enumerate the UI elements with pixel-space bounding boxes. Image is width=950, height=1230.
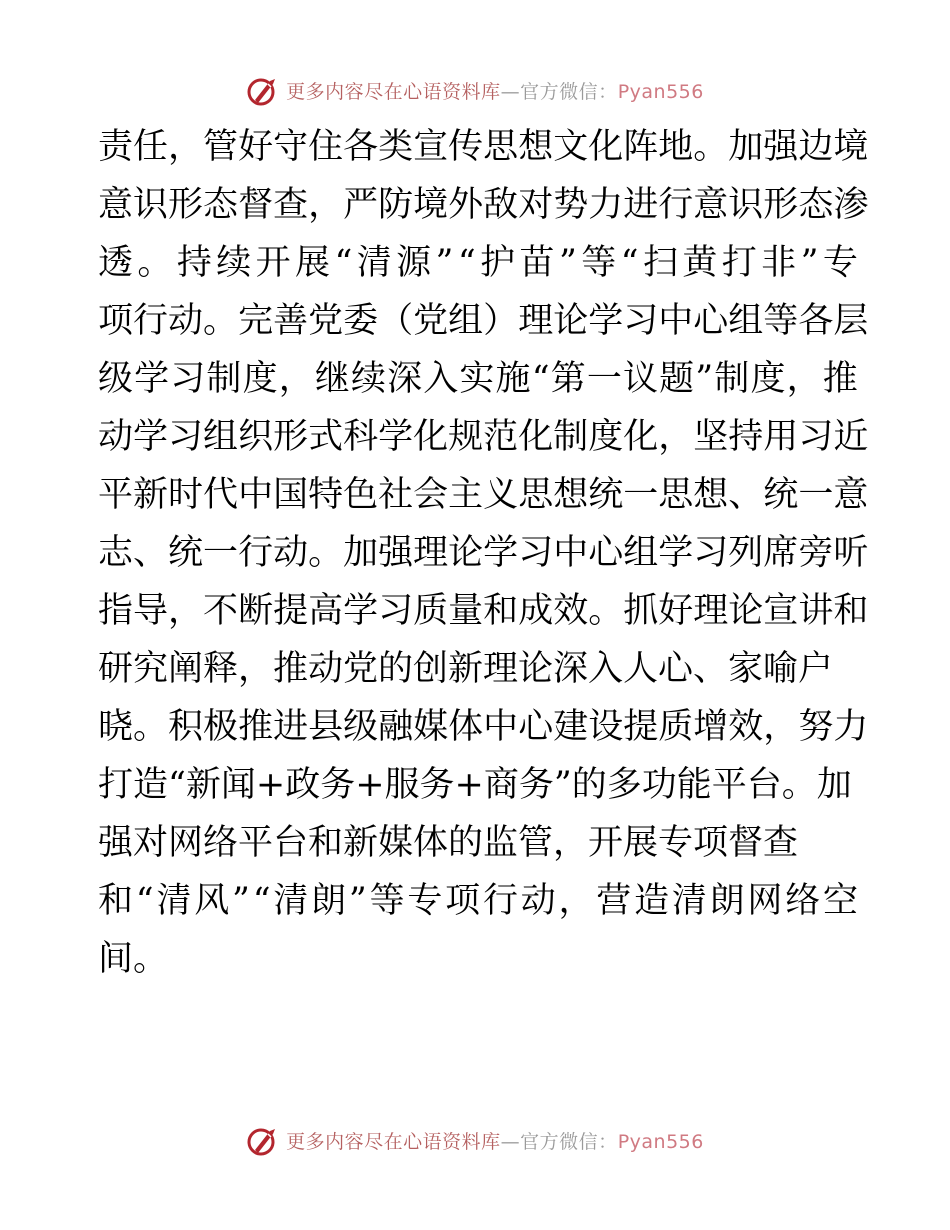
text-line: 打造“新闻+政务+服务+商务”的多功能平台。加	[98, 765, 852, 805]
text-line: 和 “ 清 风 ” “ 清 朗 ” 等 专 项 行 动 ， 营 造 清 朗 网 络 空	[98, 881, 858, 921]
pen-logo-icon	[246, 1123, 280, 1157]
text-line: 意 识 形 态 督 查 ， 严 防 境 外 敌 对 势 力 进 行 意 识 形 态 渗	[98, 185, 869, 225]
header-banner	[0, 70, 950, 110]
text-line: 动 学 习 组 织 形 式 科 学 化 规 范 化 制 度 化 ， 坚 持 用 习 近	[98, 417, 869, 457]
pen-logo-icon	[246, 73, 280, 107]
header-wechat-label: 官方微信：	[520, 80, 618, 103]
footer-brand-text: 更多内容尽在心语资料库	[286, 1130, 501, 1153]
text-line: 级 学 习 制 度 ， 继 续 深 入 实 施 “ 第 一 议 题 ” 制 度 ， 推	[98, 359, 858, 399]
header-separator: —	[500, 80, 521, 103]
footer-banner	[0, 1120, 950, 1160]
text-line: 间。	[98, 939, 169, 979]
text-line: 项 行 动 。 完 善 党 委 （ 党 组 ） 理 论 学 习 中 心 组 等 各 层	[98, 301, 869, 341]
document-body	[98, 118, 869, 988]
header-wechat-id: Pyan556	[617, 80, 704, 103]
header-brand-text: 更多内容尽在心语资料库	[286, 80, 501, 103]
text-line: 平 新 时 代 中 国 特 色 社 会 主 义 思 想 统 一 思 想 、 统 一 意	[98, 475, 869, 515]
footer-separator: —	[500, 1130, 521, 1153]
footer-wechat-label: 官方微信：	[520, 1130, 618, 1153]
text-line: 强对网络平台和新媒体的监管，开展专项督查	[98, 823, 799, 863]
text-line: 指 导 ， 不 断 提 高 学 习 质 量 和 成 效 。 抓 好 理 论 宣 讲 和	[98, 591, 869, 631]
text-line: 透 。 持 续 开 展 “ 清 源 ” “ 护 苗 ” 等 “ 扫 黄 打 非 ” 专	[98, 243, 858, 283]
text-line: 晓 。 积 极 推 进 县 级 融 媒 体 中 心 建 设 提 质 增 效 ， 努 力	[98, 707, 869, 747]
footer-wechat-id: Pyan556	[617, 1130, 704, 1153]
text-line: 研究阐释，推动党的创新理论深入人心、家喻户	[98, 649, 834, 689]
text-line: 志 、 统 一 行 动 。 加 强 理 论 学 习 中 心 组 学 习 列 席 旁 听	[98, 533, 869, 573]
text-line: 责 任 ， 管 好 守 住 各 类 宣 传 思 想 文 化 阵 地 。 加 强 边 境	[98, 127, 869, 167]
